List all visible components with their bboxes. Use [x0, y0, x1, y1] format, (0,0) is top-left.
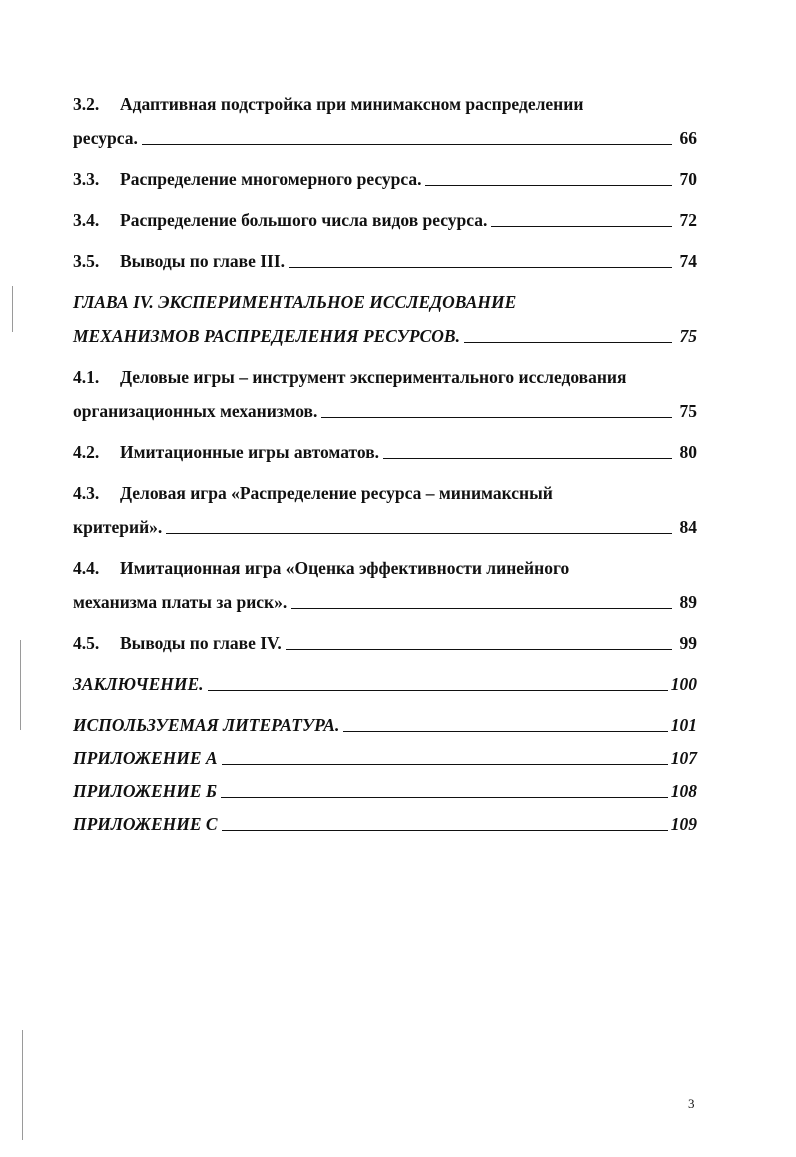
toc-leader-line [491, 226, 672, 227]
toc-page-number: 107 [670, 748, 697, 768]
toc-leader-line [286, 649, 672, 650]
toc-entry-title: ПРИЛОЖЕНИЕ А [73, 748, 218, 768]
toc-entry-title: ПРИЛОЖЕНИЕ С [73, 814, 218, 834]
toc-page-number: 75 [679, 401, 697, 421]
toc-entry-title: Распределение большого числа видов ресурса. [120, 210, 488, 230]
table-of-contents [73, 92, 697, 836]
toc-leader-line [343, 731, 667, 732]
toc-entry[interactable] [73, 631, 697, 655]
scan-artifact [12, 286, 13, 332]
toc-entry-title: Выводы по главе IV. [120, 633, 282, 653]
toc-entry-title: Имитационная игра «Оценка эффективности линейного [120, 558, 570, 578]
toc-leader-line [142, 144, 672, 145]
toc-line [73, 713, 697, 737]
toc-entry-title: ГЛАВА IV. ЭКСПЕРИМЕНТАЛЬНОЕ ИССЛЕДОВАНИЕ [73, 292, 517, 312]
toc-entry[interactable] [73, 365, 697, 423]
toc-line [73, 290, 697, 314]
toc-entry-title: организационных механизмов. [73, 401, 318, 421]
toc-page-number: 70 [679, 169, 697, 189]
toc-page-number: 80 [679, 442, 697, 462]
toc-leader-line [383, 458, 672, 459]
toc-entry-number: 4.3. [73, 483, 100, 503]
toc-line [73, 481, 697, 505]
toc-leader-line [166, 533, 672, 534]
toc-entry-title: Адаптивная подстройка при минимаксном распределении [120, 94, 584, 114]
toc-line [73, 208, 697, 232]
toc-leader-line [291, 608, 672, 609]
toc-entry-number: 4.2. [73, 442, 100, 462]
toc-entry-title: критерий». [73, 517, 163, 537]
toc-line [73, 590, 697, 614]
toc-line [73, 249, 697, 273]
toc-entry-title: Деловая игра «Распределение ресурса – минимаксный [120, 483, 553, 503]
toc-line [73, 399, 697, 423]
toc-page-number: 66 [679, 128, 697, 148]
toc-line [73, 746, 697, 770]
toc-line [73, 92, 697, 116]
toc-line [73, 556, 697, 580]
toc-page-number: 100 [670, 674, 697, 694]
toc-entry[interactable] [73, 713, 697, 737]
toc-entry-number: 3.5. [73, 251, 100, 271]
toc-entry[interactable] [73, 440, 697, 464]
toc-line [73, 167, 697, 191]
toc-entry-title: ПРИЛОЖЕНИЕ Б [73, 781, 218, 801]
toc-page-number: 72 [679, 210, 697, 230]
toc-entry[interactable] [73, 746, 697, 770]
toc-page-number: 108 [670, 781, 697, 801]
toc-entry[interactable] [73, 208, 697, 232]
toc-line [73, 324, 697, 348]
toc-leader-line [464, 342, 672, 343]
toc-line [73, 126, 697, 150]
toc-page-number: 89 [679, 592, 697, 612]
toc-entry-number: 3.2. [73, 94, 100, 114]
toc-page-number: 75 [679, 326, 697, 346]
toc-entry[interactable] [73, 167, 697, 191]
toc-entry-title: ЗАКЛЮЧЕНИЕ. [73, 674, 204, 694]
toc-entry-number: 3.3. [73, 169, 100, 189]
toc-entry-number: 4.1. [73, 367, 100, 387]
toc-line [73, 812, 697, 836]
toc-entry[interactable] [73, 92, 697, 150]
toc-entry-title: ИСПОЛЬЗУЕМАЯ ЛИТЕРАТУРА. [73, 715, 340, 735]
toc-line [73, 365, 697, 389]
toc-entry-number: 4.5. [73, 633, 100, 653]
toc-leader-line [222, 830, 668, 831]
toc-leader-line [221, 797, 668, 798]
toc-entry-title: Имитационные игры автоматов. [120, 442, 380, 462]
scan-artifact [20, 640, 21, 730]
toc-page-number: 101 [670, 715, 697, 735]
toc-line [73, 779, 697, 803]
toc-page-number: 84 [679, 517, 697, 537]
toc-leader-line [321, 417, 672, 418]
toc-page-number: 74 [679, 251, 697, 271]
toc-entry-title: Выводы по главе III. [120, 251, 286, 271]
toc-entry-title: механизма платы за риск». [73, 592, 288, 612]
toc-leader-line [289, 267, 672, 268]
toc-entry-number: 3.4. [73, 210, 100, 230]
toc-line [73, 672, 697, 696]
toc-entry[interactable] [73, 779, 697, 803]
toc-entry[interactable] [73, 249, 697, 273]
toc-page-number: 109 [670, 814, 697, 834]
toc-entry[interactable] [73, 812, 697, 836]
toc-leader-line [208, 690, 668, 691]
toc-entry[interactable] [73, 556, 697, 614]
toc-leader-line [222, 764, 668, 765]
toc-entry[interactable] [73, 672, 697, 696]
toc-line [73, 631, 697, 655]
toc-leader-line [425, 185, 672, 186]
page-number: 3 [688, 1096, 695, 1111]
toc-entry-title: ресурса. [73, 128, 138, 148]
toc-page-number: 99 [679, 633, 697, 653]
toc-entry[interactable] [73, 481, 697, 539]
toc-entry[interactable] [73, 290, 697, 348]
scan-artifact [22, 1030, 23, 1140]
toc-line [73, 515, 697, 539]
toc-entry-title: Распределение многомерного ресурса. [120, 169, 422, 189]
toc-entry-title: Деловые игры – инструмент экспериментального исследования [120, 367, 627, 387]
toc-entry-title: МЕХАНИЗМОВ РАСПРЕДЕЛЕНИЯ РЕСУРСОВ. [73, 326, 460, 346]
toc-line [73, 440, 697, 464]
toc-entry-number: 4.4. [73, 558, 100, 578]
